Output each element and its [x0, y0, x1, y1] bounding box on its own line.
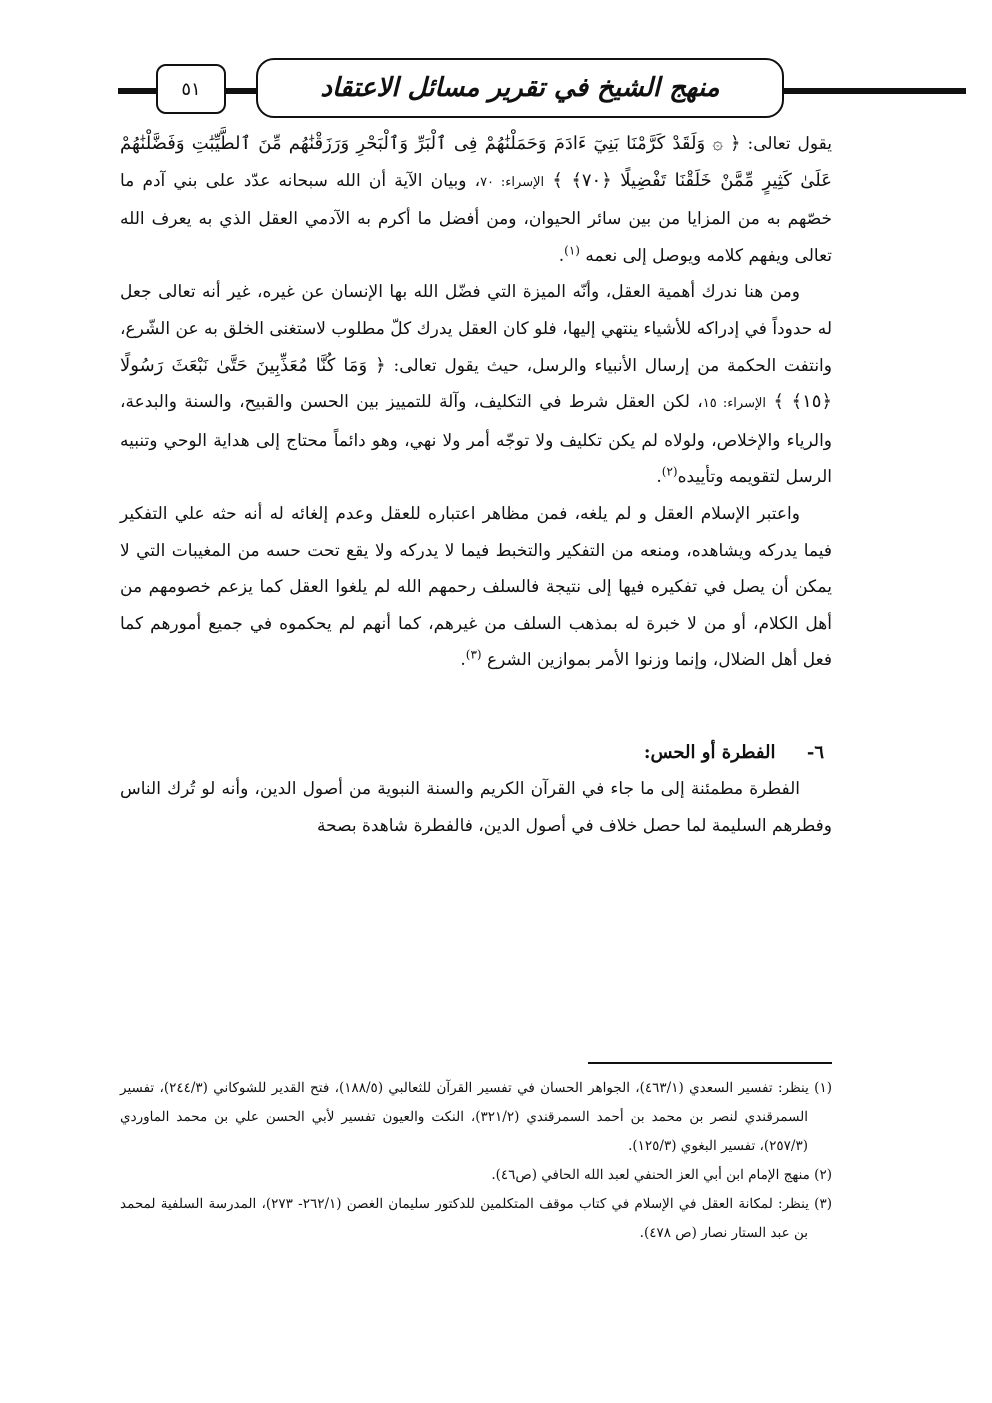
footnote-marker-2: (٢) [661, 464, 678, 479]
paragraph-1-lead: يقول تعالى: [740, 134, 832, 154]
paragraph-4 [120, 771, 832, 844]
paragraph-3-text: واعتبر الإسلام العقل و لم يلغه، فمن مظاهر اعتباره للعقل وعدم إلغائه له أنه حثه علي التفكير فيما يدركه ويشاهده، ومنعه من التفكير والتخبط فيما لا يدركه ولا يقع تحت حسه من المغيبات التي لا يمكن أن يصل في تفكيره فيها إلى نتيجة فالسلف رحمهم الله لم يلغوا العقل كما يزعم خصومهم من أهل الكلام، أو من لا خبرة له بمذهب السلف من غيرهم، كما أنهم لم يحكموه في جميع أمورهم كما فعل أهل الضلال، وإنما وزنوا الأمر بموازين الشرع [120, 503, 832, 671]
header-rule-middle [222, 88, 258, 94]
paragraph-2 [120, 274, 832, 496]
paragraph-3-end: . [460, 650, 466, 671]
footnote-marker-3: (٣) [465, 647, 482, 662]
section-title: الفطرة أو الحس: [643, 741, 776, 763]
paragraph-4-text: الفطرة مطمئنة إلى ما جاء في القرآن الكريم والسنة النبوية من أصول الدين، وأنه لو تُرك الناس وفطرهم السليمة لما حصل خلاف في أصول الدين، فالفطرة شاهدة بصحة [120, 778, 832, 836]
footnote-separator [588, 1062, 832, 1064]
paragraph-1-end: . [558, 245, 565, 266]
section-number: ٦- [806, 741, 824, 763]
quran-verse-2: ﴿ وَمَا كُنَّا مُعَذِّبِينَ حَتَّىٰ نَبْعَثَ رَسُولًا ﴿١٥﴾ ﴾ [120, 354, 832, 413]
main-text [120, 126, 832, 844]
header-rule-right [782, 88, 966, 94]
quran-verse-1: ﴿ ۞ وَلَقَدْ كَرَّمْنَا بَنِيٓ ءَادَمَ وَحَمَلْنَٰهُمْ فِى ٱلْبَرِّ وَٱلْبَحْرِ وَرَزَقْنَٰهُم مِّنَ ٱلطَّيِّبَٰتِ وَفَضَّلْنَٰهُمْ عَلَىٰ كَثِيرٍ مِّمَّنْ خَلَقْنَا تَفْضِيلًا ﴿٧٠﴾ ﴾ [120, 133, 832, 191]
paragraph-1 [120, 126, 832, 274]
verse-ref-2: الإسراء: ١٥ [702, 396, 767, 412]
paragraph-2-text: ومن هنا ندرك أهمية العقل، وأنّه الميزة التي فضّل الله بها الإنسان عن غيره، غير أنه تعالى جعل له حدوداً في إدراكه للأشياء ينتهي إليها، فلو كان العقل يدرك كلّ مطلوب لاستغنى الخلق به عن الشّرع، وانتفت الحكمة من إرسال الأنبياء والرسل، حيث يقول تعالى: [120, 282, 832, 376]
paragraph-1-text: ، وبيان الآية أن الله سبحانه عدّد على بني آدم ما خصّهم به من المزايا من بين سائر الحيوان، ومن أفضل ما أكرم به الآدمي العقل الذي به يعرف الله تعالى ويفهم كلامه ويوصل إلى نعمه [120, 170, 832, 266]
footnote-3: (٣) ينظر: لمكانة العقل في الإسلام في كتاب موقف المتكلمين للدكتور سليمان الغصن (٢٦٢/١- ٢٧٣)، المدرسة السلفية لمحمد بن عبد الستار نصار (ص ٤٧٨). [120, 1196, 832, 1241]
section-heading [120, 735, 832, 771]
paragraph-3 [120, 496, 832, 679]
footnote-2: (٢) منهج الإمام ابن أبي العز الحنفي لعبد الله الحافي (ص٤٦). [491, 1167, 832, 1183]
paragraph-2-text2: ، لكن العقل شرط في التكليف، وآلة للتمييز بين الحسن والقبيح، والسنة والبدعة، والرياء والإخلاص، ولولاه لم يكن تكليف ولا توجّه أمر ولا نهي، وهو دائماً محتاج إلى هداية الوحي وتنبيه الرسل لتقويمه وتأييده [120, 392, 832, 488]
paragraph-2-end: . [656, 467, 662, 488]
footnote-marker-1: (١) [564, 243, 580, 258]
footnote-1: (١) ينظر: تفسير السعدي (٤٦٣/١)، الجواهر الحسان في تفسير القرآن للثعالبي (١٨٨/٥)، فتح القدير للشوكاني (٢٤٤/٣)، تفسير السمرقندي لنصر بن محمد بن أحمد السمرقندي (٣٢١/٢)، النكت والعيون تفسير لأبي الحسن علي بن محمد الماوردي (٢٥٧/٣)، تفسير البغوي (١٢٥/٣). [120, 1080, 832, 1154]
header-rule-left [118, 88, 158, 94]
footnotes [120, 1074, 832, 1248]
verse-ref-1: الإسراء: ٧٠ [480, 174, 545, 190]
page-number: ٥١ [156, 64, 226, 114]
page-title: منهج الشيخ في تقرير مسائل الاعتقاد [256, 58, 784, 118]
